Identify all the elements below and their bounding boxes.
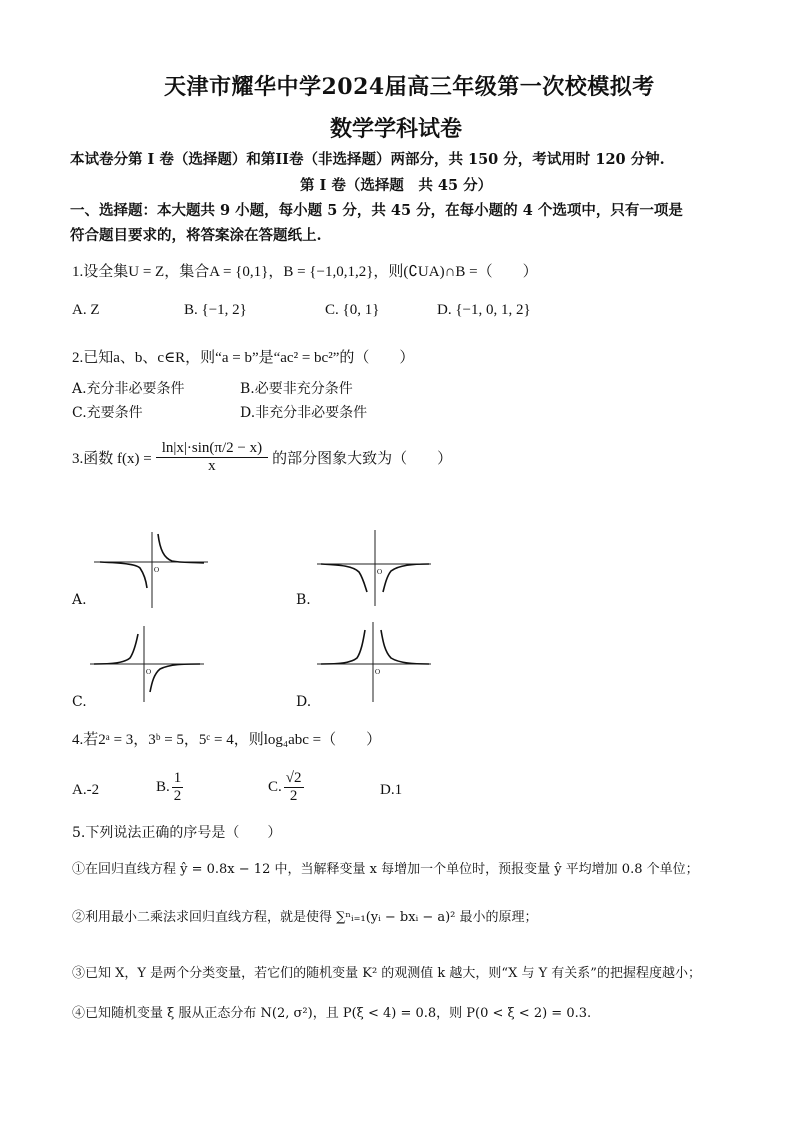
q3-option-b: B. — [296, 592, 311, 608]
exam-subtitle: 数学学科试卷 — [330, 116, 463, 142]
q2-option-b: B.必要非充分条件 — [240, 381, 353, 397]
q5-statement-4: ④已知随机变量 ξ 服从正态分布 N(2, σ²)，且 P(ξ < 4) = 0.8，则 P(0 < ξ < 2) = 0.3. — [72, 1006, 592, 1021]
q4-option-b-den: 2 — [173, 788, 182, 804]
section-instruction-line2: 符合题目要求的，将答案涂在答题纸上. — [70, 227, 322, 244]
q2-option-a: A.充分非必要条件 — [72, 381, 185, 397]
q5-statement-1: ①在回归直线方程 ŷ = 0.8x − 12 中，当解释变量 x 每增加一个单位时，预报变量 ŷ 平均增加 0.8 个单位； — [72, 862, 699, 877]
q3-option-c: C. — [72, 694, 87, 710]
q5-statement-2: ②利用最小二乘法求回归直线方程，就是使得 ∑ⁿᵢ₌₁(yᵢ − bxᵢ − a)² 最小的原理； — [72, 910, 538, 925]
q1-option-a: A. Z — [72, 302, 100, 318]
q3-lead: 3.函数 f(x) = — [72, 451, 152, 467]
q3-option-a: A. — [72, 592, 87, 608]
q1-stem: 1.设全集U = Z，集合A = {0,1}，B = {−1,0,1,2}，则(∁UA)∩B =（ ） — [72, 264, 538, 280]
q4-stem: 4.若2ᵃ = 3，3ᵇ = 5，5ᶜ = 4，则log₄abc =（ ） — [72, 732, 382, 748]
q4-option-c-num: √2 — [285, 770, 302, 786]
section-instruction-line1: 一、选择题：本大题共 9 小题，每小题 5 分，共 45 分，在每小题的 4 个选项中，只有一项是 — [70, 202, 683, 219]
q4-option-c-label: C. — [268, 779, 282, 795]
q1-option-b: B. {−1, 2} — [184, 302, 247, 318]
q2-option-c: C.充要条件 — [72, 405, 143, 421]
q1-option-d: D. {−1, 0, 1, 2} — [437, 302, 531, 318]
q4-option-d: D.1 — [380, 782, 403, 798]
part-heading: 第 I 卷（选择题 共 45 分） — [300, 177, 493, 194]
q4-option-b-label: B. — [156, 779, 170, 795]
svg-text:O: O — [154, 566, 160, 574]
q4-option-b — [156, 770, 183, 805]
q3-numerator: ln|x|·sin(π/2 − x) — [156, 440, 268, 458]
q4-option-c-fraction — [284, 770, 304, 805]
q3-tail: 的部分图象大致为（ ） — [272, 451, 453, 467]
q2-stem: 2.已知a、b、c∈R，则“a = b”是“ac² = bc²”的（ ） — [72, 350, 415, 366]
q3-stem — [72, 440, 452, 475]
svg-text:O: O — [377, 568, 383, 576]
q4-option-a: A.-2 — [72, 782, 100, 798]
exam-title: 天津市耀华中学2024届高三年级第一次校模拟考 — [164, 74, 655, 100]
exam-note: 本试卷分第 I 卷（选择题）和第II卷（非选择题）两部分，共 150 分，考试用时 120 分钟. — [70, 151, 665, 168]
q5-stem: 5.下列说法正确的序号是（ ） — [72, 825, 282, 841]
graph-c — [88, 624, 208, 704]
q1-option-c: C. {0, 1} — [325, 302, 380, 318]
graph-b — [315, 528, 435, 608]
q4-option-b-fraction — [172, 770, 184, 805]
q3-denominator: x — [208, 458, 216, 474]
q4-option-b-num: 1 — [173, 770, 182, 786]
q4-option-c — [268, 770, 304, 805]
graph-d — [315, 620, 435, 704]
svg-text:O: O — [375, 668, 381, 676]
q4-option-c-den: 2 — [289, 788, 298, 804]
q2-option-d: D.非充分非必要条件 — [240, 405, 368, 421]
q5-statement-3: ③已知 X，Y 是两个分类变量，若它们的随机变量 K² 的观测值 k 越大，则“X 与 Y 有关系”的把握程度越小； — [72, 966, 701, 981]
graph-a — [92, 530, 212, 610]
svg-text:O: O — [146, 668, 152, 676]
q3-fraction — [156, 440, 268, 475]
q3-option-d: D. — [296, 694, 312, 710]
